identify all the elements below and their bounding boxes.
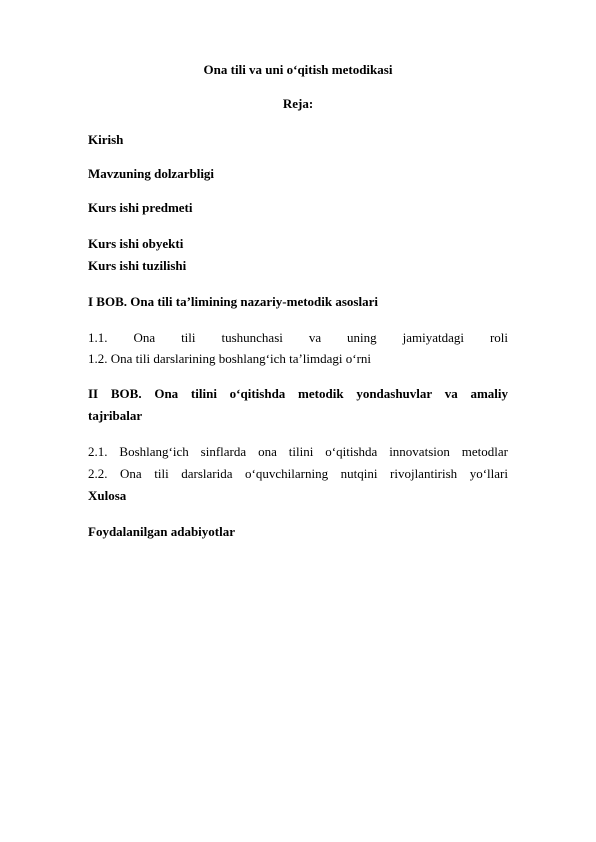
chapter-2-title-line1: II BOB. Ona tilini o‘qitishda metodik yondashuvlar va amaliy [88,386,508,401]
section-2-2: 2.2. Ona tili darslarida o‘quvchilarning nutqini rivojlantirish yo‘llari [88,466,508,481]
plan-item-object: Kurs ishi obyekti [88,236,184,251]
references: Foydalanilgan adabiyotlar [88,524,235,539]
plan-item-subject: Kurs ishi predmeti [88,200,193,215]
chapter-1-title: I BOB. Ona tili ta’limining nazariy-metodik asoslari [88,294,378,309]
plan-item-structure: Kurs ishi tuzilishi [88,258,187,273]
section-1-2: 1.2. Ona tili darslarining boshlang‘ich ta’limdagi o‘rni [88,351,372,366]
plan-item-relevance: Mavzuning dolzarbligi [88,166,215,181]
conclusion: Xulosa [88,488,127,503]
section-1-1: 1.1. Ona tili tushunchasi va uning jamiyatdagi roli [88,330,508,345]
plan-item-intro: Kirish [88,132,124,147]
document-title: Ona tili va uni o‘qitish metodikasi [203,62,393,77]
section-2-1: 2.1. Boshlang‘ich sinflarda ona tilini o‘qitishda innovatsion metodlar [88,444,508,459]
plan-heading: Reja: [282,96,314,111]
chapter-2-title-line2: tajribalar [88,408,143,423]
